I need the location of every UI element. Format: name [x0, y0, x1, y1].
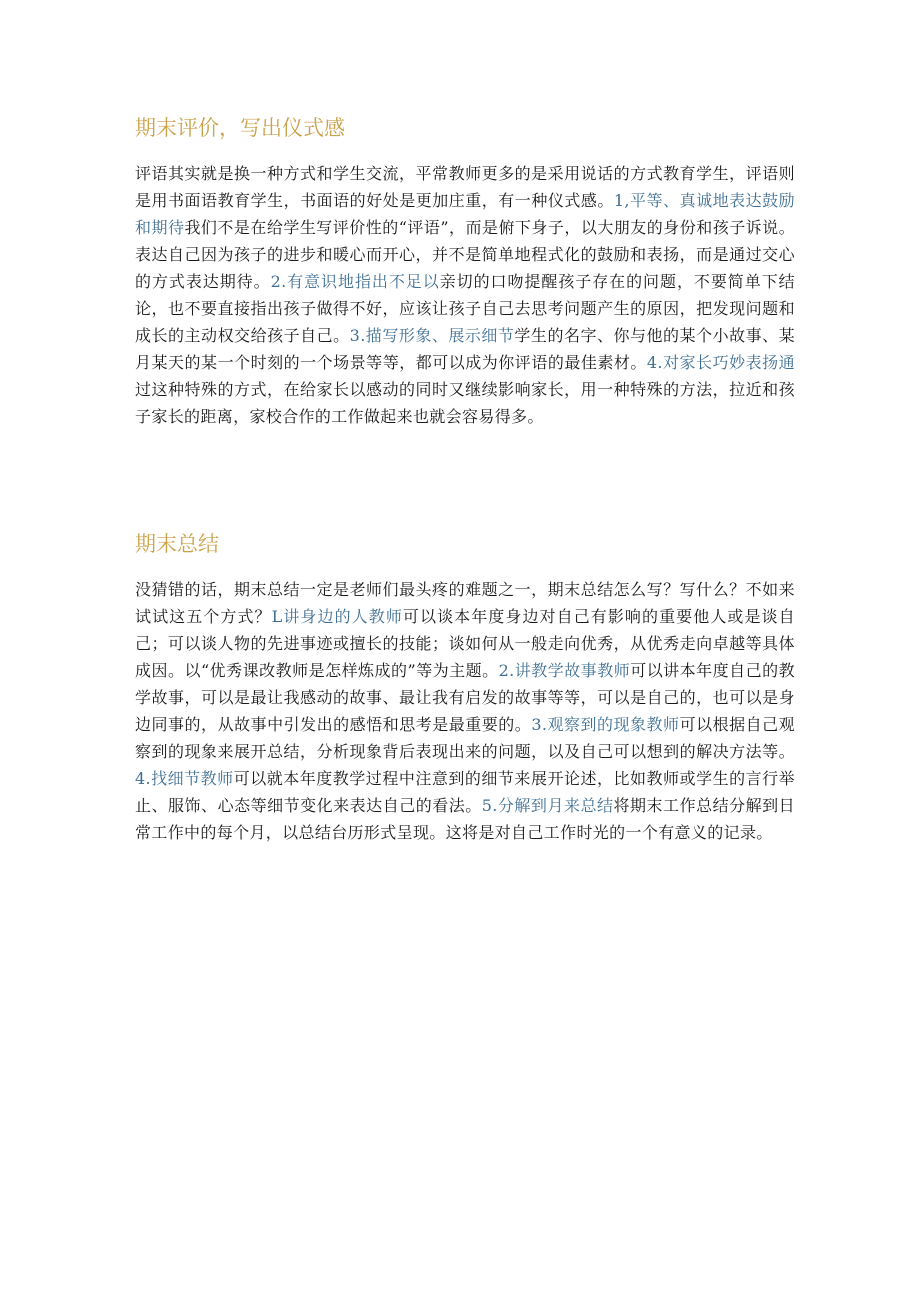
highlight-point-1: L讲身边的人教师	[271, 607, 403, 626]
highlight-point-1: 1,平等、真诚地表达鼓励和期待	[135, 191, 796, 237]
body-text: 评语其实就是换一种方式和学生交流，平常教师更多的是采用说话的方式教育学生，评语则是用书面语教育学生，书面语的好处是更加庄重，有一种仪式感。	[135, 164, 795, 210]
highlight-point-3: 3.描写形象、展示细节	[349, 326, 515, 345]
body-text: 我们不是在给学生写评价性的“评语”，而是俯下身子，以大朋友的身份和孩子诉说。表达自己因为孩子的进步和暖心而开心，并不是简单地程式化的鼓励和表扬，而是通过交心的方式表达期待。	[135, 218, 795, 291]
section-heading: 期末评价，写出仪式感	[135, 116, 345, 140]
body-text: 没猜错的话，期末总结一定是老师们最头疼的难题之一，期末总结怎么写？写什么？不如来试试这五个方式？	[135, 580, 795, 626]
highlight-point-2: 2.有意识地指出不足以	[270, 272, 440, 291]
highlight-point-4: 4.找细节教师	[135, 769, 234, 788]
body-text: 亲切的口吻提醒孩子存在的问题，不要简单下结论，也不要直接指出孩子做得不好，应该让孩子自己去思考问题产生的原因，把发现问题和成长的主动权交给孩子自己。	[135, 272, 795, 345]
body-text: 过这种特殊的方式，在给家长以感动的同时又继续影响家长，用一种特殊的方法，拉近和孩子家长的距离，家校合作的工作做起来也就会容易得多。	[135, 380, 795, 426]
body-text: 可以讲本年度自己的教学故事，可以是最让我感动的故事、最让我有启发的故事等等，可以是自己的，也可以是身边同事的，从故事中引发出的感悟和思考是最重要的。	[135, 661, 795, 734]
body-text: 将期末工作总结分解到日常工作中的每个月，以总结台历形式呈现。这将是对自己工作时光的一个有意义的记录。	[135, 796, 795, 842]
section-final-evaluation	[135, 112, 795, 430]
section-final-summary	[135, 528, 795, 846]
body-text: 学生的名字、你与他的某个小故事、某月某天的某一个时刻的一个场景等等，都可以成为你评语的最佳素材。	[135, 326, 795, 372]
section-heading: 期末总结	[135, 532, 219, 556]
body-text: 可以根据自己观察到的现象来展开总结，分析现象背后表现出来的问题，以及自己可以想到的解决方法等。	[135, 715, 795, 761]
body-text: 可以谈本年度身边对自己有影响的重要他人或是谈自己；可以谈人物的先进事迹或擅长的技能；谈如何从一般走向优秀，从优秀走向卓越等具体成因。以“优秀课改教师是怎样炼成的”等为主题。	[135, 607, 795, 680]
section-paragraph	[135, 160, 795, 430]
section-paragraph	[135, 576, 795, 846]
body-text: 可以就本年度教学过程中注意到的细节来展开论述，比如教师或学生的言行举止、服饰、心态等细节变化来表达自己的看法。	[135, 769, 795, 815]
highlight-point-2: 2.讲教学故事教师	[498, 661, 631, 680]
highlight-point-4: 4.对家长巧妙表扬通	[646, 353, 795, 372]
highlight-point-5: 5.分解到月来总结	[481, 796, 614, 815]
highlight-point-3: 3.观察到的现象教师	[531, 715, 680, 734]
